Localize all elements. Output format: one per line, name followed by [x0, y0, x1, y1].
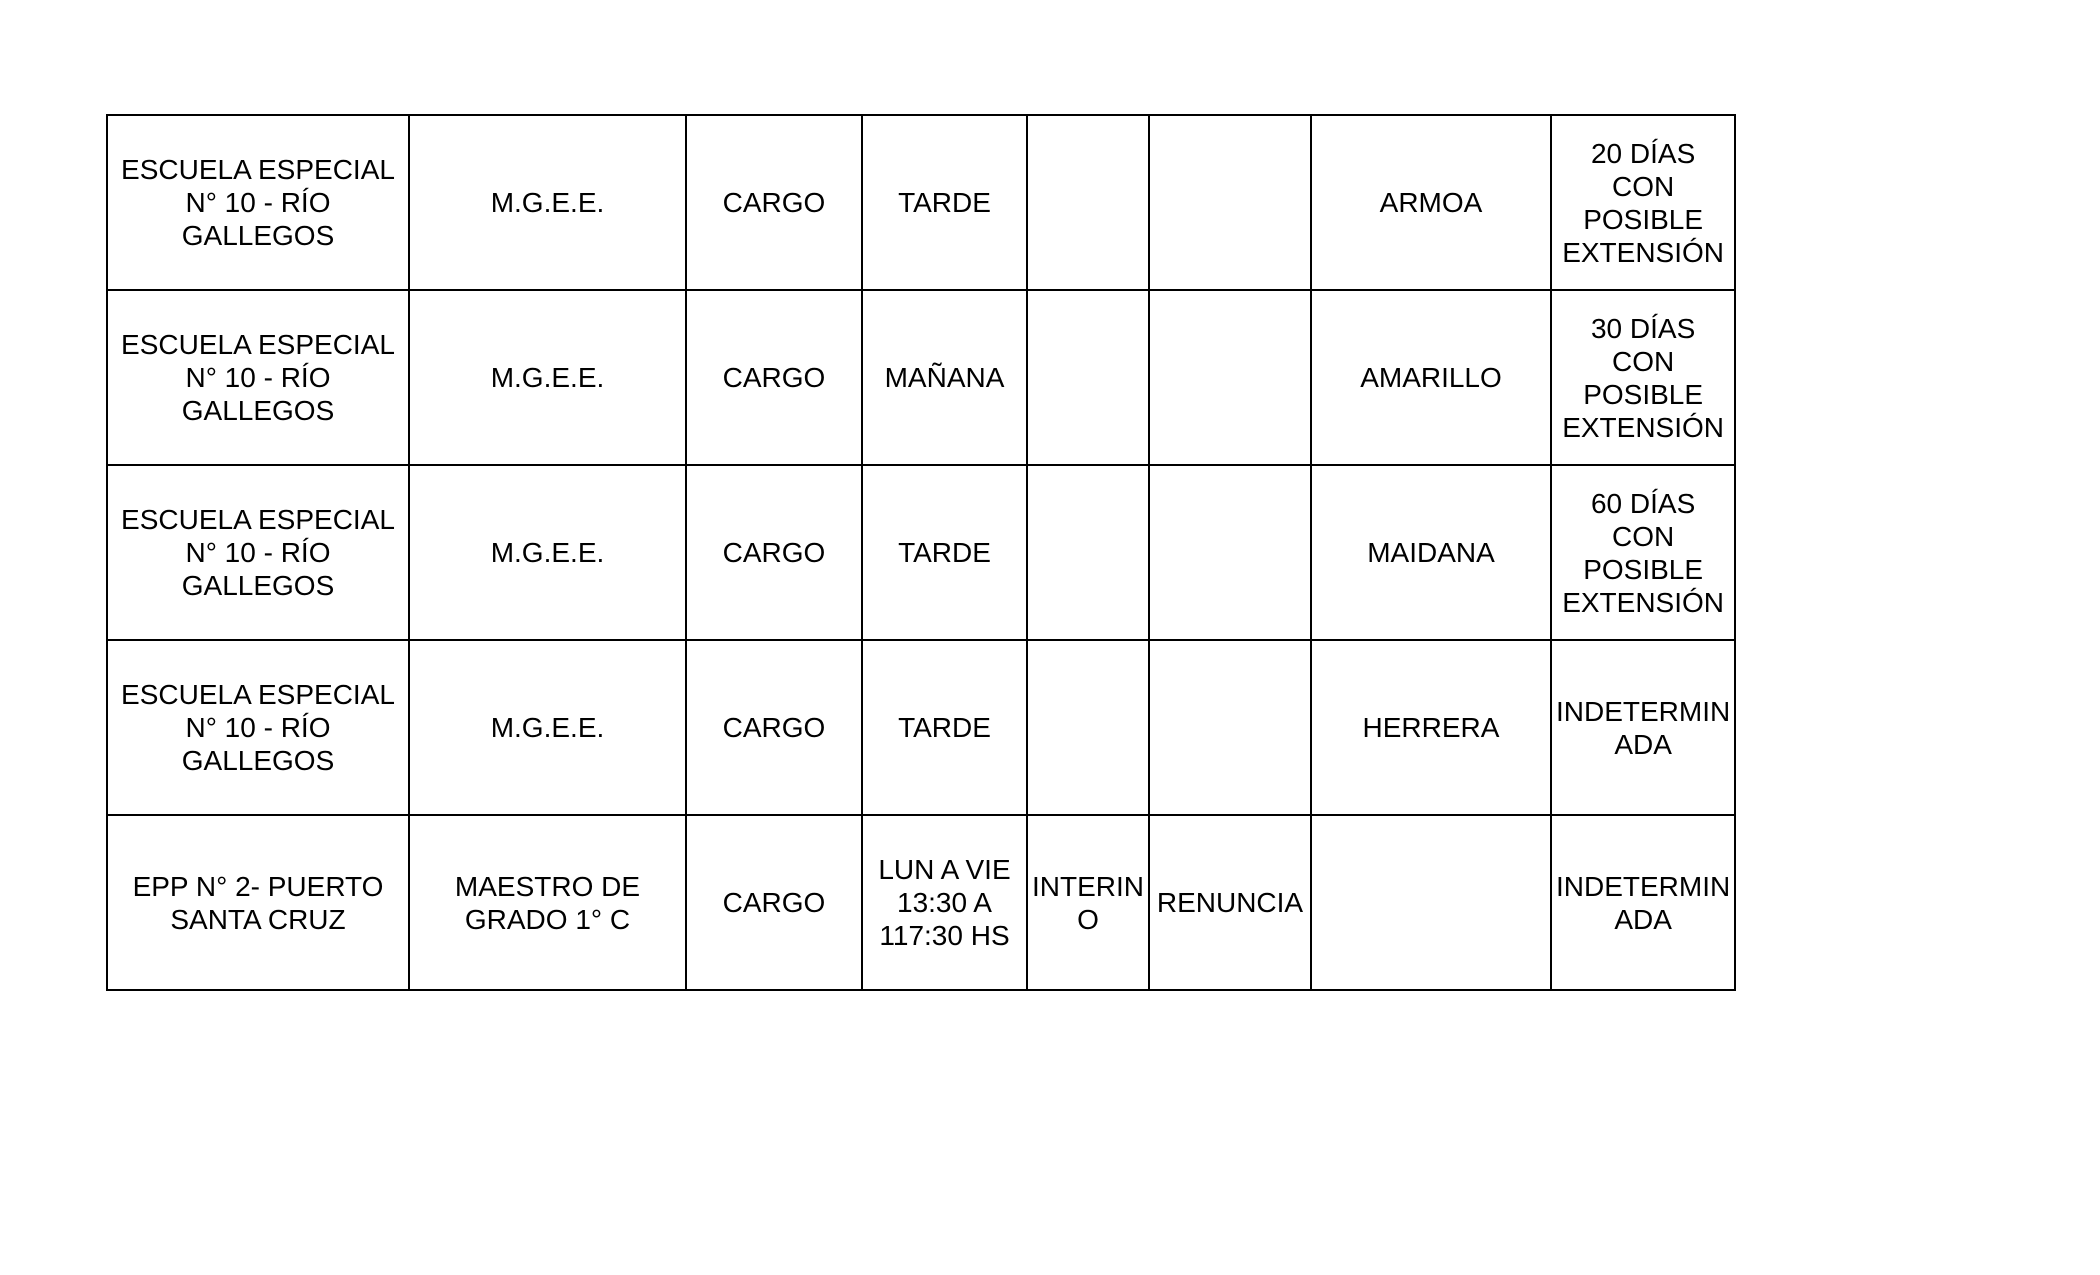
teacher-text: ARMOA: [1379, 187, 1483, 218]
position-cell: [409, 290, 686, 465]
teacher-cell: [1311, 115, 1551, 290]
school-cell: [107, 815, 409, 990]
position-text: M.G.E.E.: [490, 712, 605, 743]
type-cell: [686, 815, 862, 990]
teacher-text: MAIDANA: [1367, 537, 1495, 568]
reason-cell: [1149, 115, 1311, 290]
shift-cell: [862, 640, 1027, 815]
position-text: M.G.E.E.: [490, 362, 605, 393]
position-cell: [409, 115, 686, 290]
school-cell: [107, 465, 409, 640]
duration-text: 30 DÍAS CON POSIBLE EXTENSIÓN: [1562, 312, 1725, 443]
teacher-cell: [1311, 290, 1551, 465]
duration-cell: [1551, 640, 1735, 815]
duration-cell: [1551, 290, 1735, 465]
teacher-text: AMARILLO: [1360, 362, 1502, 393]
reason-cell: [1149, 815, 1311, 990]
shift-cell: [862, 290, 1027, 465]
school-text: ESCUELA ESPECIAL N° 10 - RÍO GALLEGOS: [121, 329, 395, 426]
status-cell: [1027, 465, 1149, 640]
position-text: M.G.E.E.: [490, 187, 605, 218]
shift-text: TARDE: [898, 537, 991, 568]
table-row: [107, 115, 1735, 290]
table-row: [107, 465, 1735, 640]
reason-text: RENUNCIA: [1156, 887, 1304, 918]
status-cell: [1027, 115, 1149, 290]
school-text: ESCUELA ESPECIAL N° 10 - RÍO GALLEGOS: [121, 504, 395, 601]
school-text: ESCUELA ESPECIAL N° 10 - RÍO GALLEGOS: [121, 154, 395, 251]
duration-text: 60 DÍAS CON POSIBLE EXTENSIÓN: [1562, 487, 1725, 618]
shift-text: TARDE: [898, 187, 991, 218]
duration-text: INDETERMIN ADA: [1556, 870, 1731, 935]
table-row: [107, 290, 1735, 465]
status-cell: [1027, 815, 1149, 990]
duration-cell: [1551, 465, 1735, 640]
duration-text: 20 DÍAS CON POSIBLE EXTENSIÓN: [1562, 137, 1725, 268]
position-cell: [409, 815, 686, 990]
position-text: M.G.E.E.: [490, 537, 605, 568]
duration-cell: [1551, 815, 1735, 990]
reason-cell: [1149, 640, 1311, 815]
type-text: CARGO: [722, 537, 826, 568]
position-cell: [409, 465, 686, 640]
teacher-cell: [1311, 640, 1551, 815]
school-cell: [107, 640, 409, 815]
status-cell: [1027, 290, 1149, 465]
type-cell: [686, 115, 862, 290]
shift-cell: [862, 465, 1027, 640]
shift-cell: [862, 815, 1027, 990]
shift-text: TARDE: [898, 712, 991, 743]
type-cell: [686, 290, 862, 465]
shift-text: LUN A VIE 13:30 A 117:30 HS: [878, 854, 1011, 951]
duration-text: INDETERMIN ADA: [1556, 695, 1731, 760]
teacher-cell: [1311, 815, 1551, 990]
reason-cell: [1149, 290, 1311, 465]
school-text: ESCUELA ESPECIAL N° 10 - RÍO GALLEGOS: [121, 679, 395, 776]
reason-cell: [1149, 465, 1311, 640]
type-cell: [686, 640, 862, 815]
school-cell: [107, 290, 409, 465]
table-row: [107, 815, 1735, 990]
type-text: CARGO: [722, 187, 826, 218]
status-cell: [1027, 640, 1149, 815]
school-text: EPP N° 2- PUERTO SANTA CRUZ: [132, 870, 384, 935]
vacancy-table: [106, 114, 1736, 991]
status-text: INTERIN O: [1032, 870, 1144, 935]
shift-cell: [862, 115, 1027, 290]
teacher-cell: [1311, 465, 1551, 640]
school-cell: [107, 115, 409, 290]
shift-text: MAÑANA: [884, 362, 1005, 393]
position-cell: [409, 640, 686, 815]
duration-cell: [1551, 115, 1735, 290]
type-text: CARGO: [722, 362, 826, 393]
teacher-text: HERRERA: [1362, 712, 1500, 743]
type-text: CARGO: [722, 712, 826, 743]
type-cell: [686, 465, 862, 640]
type-text: CARGO: [722, 887, 826, 918]
table-row: [107, 640, 1735, 815]
position-text: MAESTRO DE GRADO 1° C: [454, 870, 641, 935]
